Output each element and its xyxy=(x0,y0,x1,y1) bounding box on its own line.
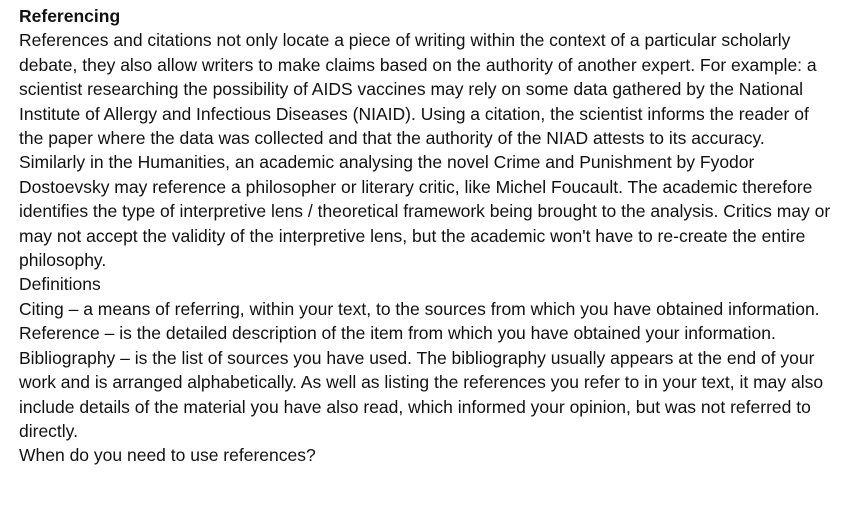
question-line: When do you need to use references? xyxy=(19,445,316,466)
paragraph-citations-intro: References and citations not only locate a piece of writing within the context of a particular scholarly debate, they also allow writers to make claims based on the authority of another expert. For example: a scientist researching the possibility of AIDS vaccines may rely on some data gathered by the National Institute of Allergy and Infectious Diseases (NIAID). Using a citation, the scientist informs the reader of the paper where the data was collected and that the authority of the NIAD attests to its accuracy. xyxy=(19,30,817,149)
document-body xyxy=(19,4,834,468)
definition-reference: Reference – is the detailed description of the item from which you have obtained your information. Bibliography – is the list of sources you have used. The bibliography usually appears at the end of your work and is arranged alphabetically. As well as listing the references you refer to in your text, it may also include details of the material you have also read, which informed your opinion, but was not referred to directly. xyxy=(19,323,824,441)
definitions-heading: Definitions xyxy=(19,274,101,295)
paragraph-humanities-example: Similarly in the Humanities, an academic analysing the novel Crime and Punishment by Fyodor Dostoevsky may reference a philosopher or literary critic, like Michel Foucault. The academic therefore identifies the type of interpretive lens / theoretical framework being brought to the analysis. Critics may or may not accept the validity of the interpretive lens, but the academic won't have to re-create the entire philosophy. xyxy=(19,152,831,271)
section-heading: Referencing xyxy=(19,6,121,26)
definition-citing: Citing – a means of referring, within your text, to the sources from which you have obtained information. xyxy=(19,298,820,319)
